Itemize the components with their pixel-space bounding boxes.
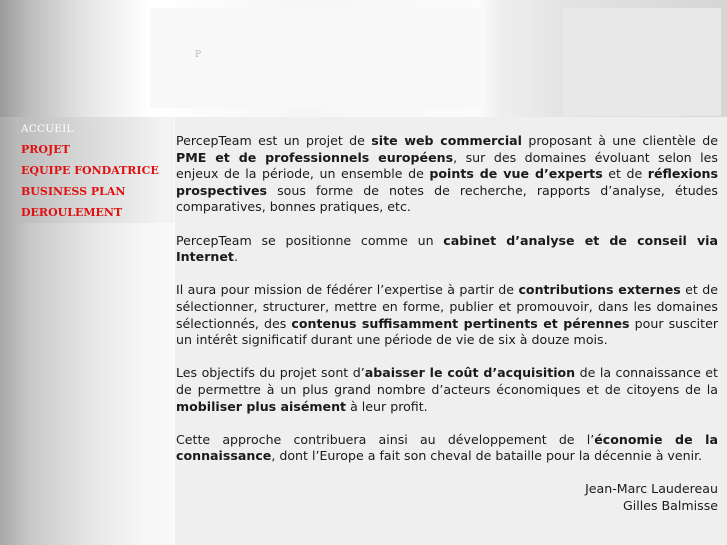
- nav-item-business-plan[interactable]: BUSINESS PLAN: [21, 185, 126, 198]
- nav-item-deroulement[interactable]: DEROULEMENT: [21, 206, 123, 219]
- paragraph-approach: Cette approche contribuera ainsi au développement de l’économie de la connaissance, dont l’Europe a fait son cheval de bataille pour la décennie à venir.: [176, 431, 718, 464]
- paragraph-objectives: Les objectifs du projet sont d’abaisser le coût d’acquisition de la connaissance et de permettre à un plus grand nombre d’acteurs économiques et de citoyens de la mobiliser plus aisément à leur profit.: [176, 365, 718, 414]
- paragraph-intro: PercepTeam est un projet de site web commercial proposant à une clientèle de PME et de professionnels européens, sur des domaines évoluant selon les enjeux de la période, un ensemble de points de vue d’experts et de réflexions prospectives sous forme de notes de recherche, rapports d’analyse, études comparatives, bonnes pratiques, etc.: [176, 133, 719, 215]
- paragraph-positioning: PercepTeam se positionne comme un cabinet d’analyse et de conseil via Internet.: [176, 232, 718, 265]
- signature-name-1: Jean-Marc Laudereau: [585, 481, 718, 497]
- paragraph-mission: Il aura pour mission de fédérer l’expertise à partir de contributions externes et de sélectionner, structurer, mettre en forme, publier et promouvoir, dans les domaines sélectionnés, des contenus suffisamment pertinents et pérennes pour susciter un intérêt significatif durant une période de vie de six à douze mois.: [176, 282, 718, 348]
- nav-item-equipe-fondatrice[interactable]: EQUIPE FONDATRICE: [21, 164, 159, 177]
- signature: [176, 481, 718, 514]
- main-content: [176, 133, 718, 515]
- header-banner: [0, 0, 727, 117]
- nav-item-projet[interactable]: PROJET: [21, 143, 70, 156]
- nav-item-accueil[interactable]: ACCUEIL: [21, 123, 74, 135]
- signature-name-2: Gilles Balmisse: [622, 498, 718, 514]
- banner-panel-right: [563, 8, 721, 116]
- nav-menu: [14, 117, 174, 223]
- banner-mark: P: [195, 50, 202, 60]
